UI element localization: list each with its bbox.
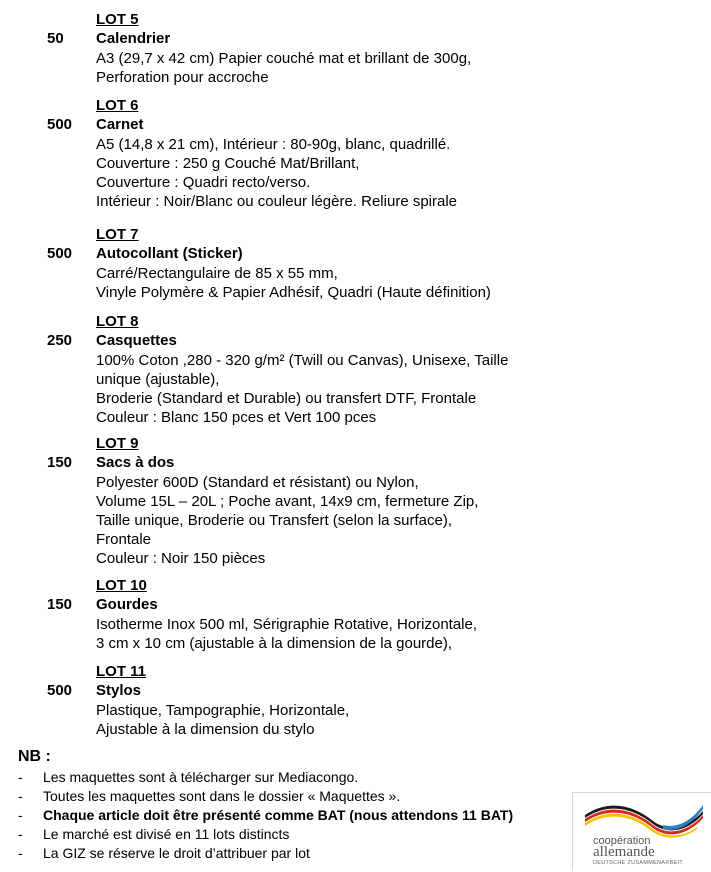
logo-line-2: allemande xyxy=(593,844,655,860)
lot-title: Sacs à dos xyxy=(96,454,175,471)
flag-wave-icon xyxy=(579,799,705,839)
nb-note xyxy=(18,787,578,806)
description-line: Ajustable à la dimension du stylo xyxy=(96,721,315,738)
lot-quantity: 500 xyxy=(47,245,73,262)
lot-number: LOT 8 xyxy=(96,313,139,330)
description-line: Perforation pour accroche xyxy=(96,69,269,86)
logo-line-3: DEUTSCHE ZUSAMMENARBEIT xyxy=(593,860,684,866)
description-line: A3 (29,7 x 42 cm) Papier couché mat et brillant de 300g, xyxy=(96,50,472,67)
lot-title: Casquettes xyxy=(96,332,177,349)
lot-number: LOT 9 xyxy=(96,435,139,452)
description-line: Volume 15L – 20L ; Poche avant, 14x9 cm, fermeture Zip, xyxy=(96,493,479,510)
lot-description xyxy=(96,264,556,302)
lot-description xyxy=(96,135,556,211)
lot-quantity: 500 xyxy=(47,116,73,133)
description-line: Carré/Rectangulaire de 85 x 55 mm, xyxy=(96,265,338,282)
nb-note xyxy=(18,806,578,825)
description-line: A5 (14,8 x 21 cm), Intérieur : 80-90g, blanc, quadrillé. xyxy=(96,136,451,153)
lot-number: LOT 10 xyxy=(96,577,147,594)
description-line: Couleur : Noir 150 pièces xyxy=(96,550,266,567)
lot-number: LOT 11 xyxy=(96,663,147,680)
description-line: Couleur : Blanc 150 pces et Vert 100 pces xyxy=(96,409,377,426)
description-line: Intérieur : Noir/Blanc ou couleur légère. Reliure spirale xyxy=(96,193,458,210)
description-line: Isotherme Inox 500 ml, Sérigraphie Rotative, Horizontale, xyxy=(96,616,478,633)
description-line: Plastique, Tampographie, Horizontale, xyxy=(96,702,350,719)
lot-number: LOT 6 xyxy=(96,97,139,114)
note-bullet: - xyxy=(18,788,23,804)
nb-note xyxy=(18,844,578,863)
lot-description xyxy=(96,473,556,568)
description-line: Polyester 600D (Standard et résistant) ou Nylon, xyxy=(96,474,419,491)
description-line: Broderie (Standard et Durable) ou transfert DTF, Frontale xyxy=(96,390,477,407)
nb-note xyxy=(18,825,578,844)
description-line: 3 cm x 10 cm (ajustable à la dimension de la gourde), xyxy=(96,635,453,652)
description-line: unique (ajustable), xyxy=(96,371,220,388)
lot-title: Gourdes xyxy=(96,596,158,613)
lot-number: LOT 5 xyxy=(96,11,139,28)
lot-number: LOT 7 xyxy=(96,226,139,243)
note-text: La GIZ se réserve le droit d’attribuer par lot xyxy=(43,845,310,861)
lot-description xyxy=(96,49,556,87)
description-line: Couverture : 250 g Couché Mat/Brillant, xyxy=(96,155,360,172)
description-line: 100% Coton ,280 - 320 g/m² (Twill ou Canvas), Unisexe, Taille xyxy=(96,352,509,369)
lot-description xyxy=(96,351,556,427)
description-line: Taille unique, Broderie ou Transfert (selon la surface), xyxy=(96,512,453,529)
lot-title: Calendrier xyxy=(96,30,171,47)
nb-notes xyxy=(18,768,578,863)
logo-line-1: coopération xyxy=(593,835,651,847)
lot-quantity: 150 xyxy=(47,454,73,471)
note-bullet: - xyxy=(18,845,23,861)
nb-note xyxy=(18,768,578,787)
note-bullet: - xyxy=(18,807,23,823)
note-text: Les maquettes sont à télécharger sur Mediacongo. xyxy=(43,769,359,785)
nb-title: NB : xyxy=(18,748,51,765)
description-line: Couverture : Quadri recto/verso. xyxy=(96,174,311,191)
lot-quantity: 250 xyxy=(47,332,73,349)
note-bullet: - xyxy=(18,826,23,842)
description-line: Vinyle Polymère & Papier Adhésif, Quadri (Haute définition) xyxy=(96,284,491,301)
note-text: Le marché est divisé en 11 lots distincts xyxy=(43,826,290,842)
lot-description xyxy=(96,701,556,739)
lot-title: Carnet xyxy=(96,116,144,133)
lot-title: Stylos xyxy=(96,682,142,699)
description-line: Frontale xyxy=(96,531,152,548)
lot-description xyxy=(96,615,556,653)
lot-quantity: 50 xyxy=(47,30,64,47)
lot-title: Autocollant (Sticker) xyxy=(96,245,243,262)
lot-quantity: 150 xyxy=(47,596,73,613)
note-bullet: - xyxy=(18,769,23,785)
cooperation-allemande-logo xyxy=(572,792,711,871)
note-text: Toutes les maquettes sont dans le dossier « Maquettes ». xyxy=(43,788,401,804)
note-text: Chaque article doit être présenté comme BAT (nous attendons 11 BAT) xyxy=(43,807,514,823)
lot-quantity: 500 xyxy=(47,682,73,699)
